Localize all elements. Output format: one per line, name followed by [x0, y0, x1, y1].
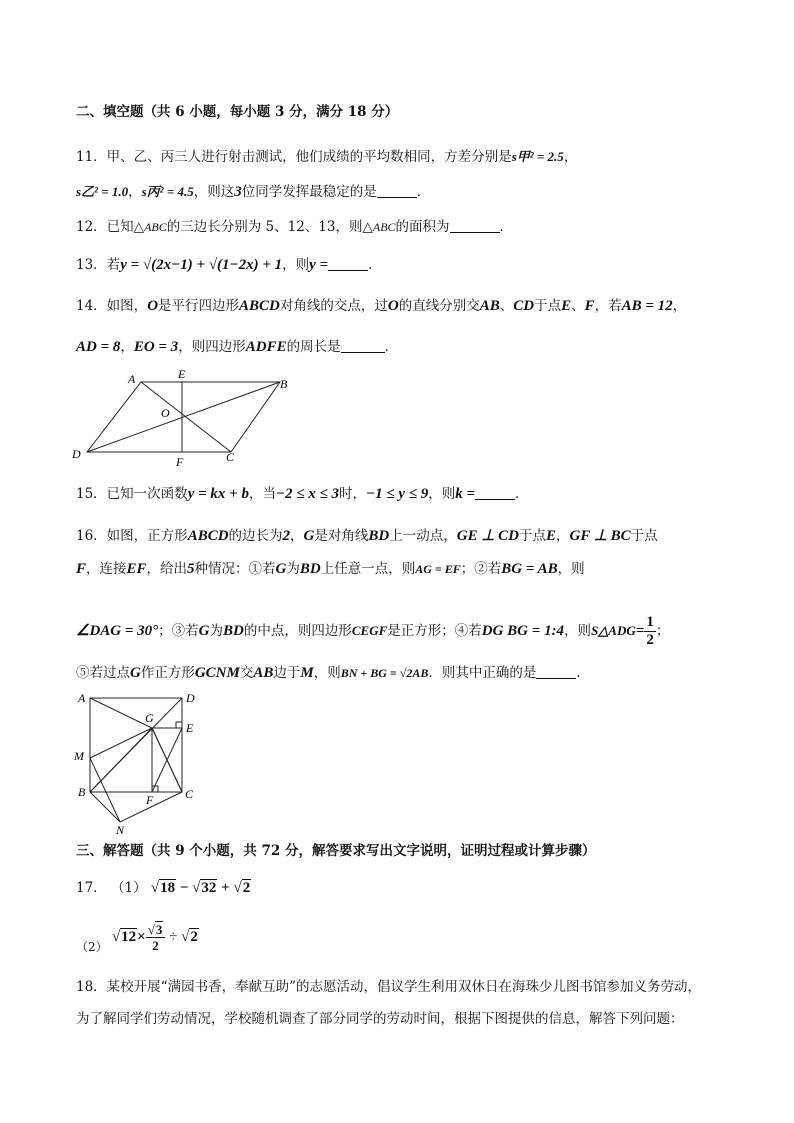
q14-abcd: ABCD [239, 298, 280, 314]
q16-ag-ef: AG = EF [415, 562, 461, 576]
segment-gm [90, 728, 152, 758]
q16-comma: ， [290, 528, 304, 544]
q14-text-6: ，若 [594, 298, 622, 314]
q14-text-4: 的直线分别交 [398, 298, 480, 314]
q16-g-4: G [130, 665, 141, 681]
label-m: M [74, 749, 84, 763]
q12-text: 12．已知△ [76, 219, 145, 235]
segment-bn [90, 792, 120, 822]
q16-ef: EF [126, 561, 147, 577]
q16-text-20: 作正方形 [140, 665, 195, 681]
q16-text-7: ，连接 [86, 561, 127, 577]
q16-text-11: 上任意一点，则 [320, 561, 416, 577]
q17-fraction [146, 922, 166, 953]
q13-text-2: ，则 [282, 257, 310, 273]
segment-mn [90, 758, 120, 822]
label-f: F [176, 455, 184, 469]
q11-three: 3 [234, 184, 242, 200]
question-15 [76, 483, 734, 505]
q15-text-3: 时， [339, 486, 367, 502]
q17-radicand-3: 3 [155, 922, 163, 938]
q16-text-17: 是正方形；④若 [387, 623, 482, 639]
q15-text-2: ，当 [248, 486, 276, 502]
right-angle-e [176, 722, 182, 728]
q14-sep-2: 、 [571, 298, 585, 314]
q17-number: 17． [76, 880, 107, 896]
q13-equation: y = √(2x−1) + √(1−2x) + 1 [120, 257, 283, 273]
q14-ab-12: AB = 12 [621, 298, 673, 314]
q14-sep: 、 [499, 298, 514, 314]
question-12 [76, 216, 734, 238]
q16-text-21: 交 [239, 665, 254, 681]
q16-text-24: ．则其中正确的是 [428, 665, 537, 681]
label-a: A [78, 691, 86, 705]
q16-text-13: ，则 [557, 561, 585, 577]
q16-text-12: ；②若 [460, 561, 502, 577]
question-18-line-1: 18．某校开展“满园书香，奉献互助”的志愿活动，倡议学生利用双休日在海珠少儿图书馆参加义务劳动， [76, 979, 701, 995]
q14-point-e: E [561, 298, 572, 314]
label-e: E [178, 367, 186, 381]
q17-minus: − [179, 880, 189, 896]
q16-text-15: 为 [209, 623, 224, 639]
q14-text-3: 对角线的交点，过 [279, 298, 388, 314]
q16-g-3: G [198, 623, 210, 639]
q14-adfe: ADFE [245, 339, 287, 355]
q16-gf-perp: GF ⊥ BC [569, 528, 631, 544]
q14-cd: CD [513, 298, 535, 314]
q16-semicolon: ； [655, 623, 670, 639]
q16-period: ． [576, 665, 590, 681]
q16-text-14: ；③若 [158, 623, 199, 639]
q16-text-3: 是对角线 [314, 528, 369, 544]
q14-period: ． [384, 339, 399, 355]
q14-point-o-2: O [387, 298, 399, 314]
section-3-heading: 三、解答题（共 9 个小题，共 72 分，解答要求写出文字说明，证明过程或计算步骤） [76, 843, 596, 859]
q16-half-numerator: 1 [646, 614, 654, 630]
q14-ad-8: AD = 8 [76, 339, 121, 355]
q16-m: M [300, 665, 314, 681]
q12-text-2: 的三边长分别为 5、12、13，则△ [166, 219, 373, 235]
q12-text-3: 的面积为 [395, 219, 450, 235]
q16-cegf: CEGF [351, 623, 388, 638]
q16-text-9: 种情况：①若 [194, 561, 276, 577]
q16-text-4: 上一动点， [389, 528, 457, 544]
q16-bd: BD [368, 528, 390, 544]
label-a: A [128, 372, 136, 386]
q14-text: 14．如图， [76, 298, 148, 314]
q11-text-2: ，则这 [193, 184, 235, 200]
q17-radicand-12: 12 [121, 929, 137, 945]
q14-text-2: 是平行四边形 [158, 298, 240, 314]
question-16-line-2 [76, 558, 734, 580]
q17-radicand-2b: 2 [190, 929, 198, 945]
label-d: D [186, 691, 195, 705]
q17-divide: ÷ [169, 929, 178, 945]
q13-period: ． [368, 257, 382, 273]
q14-text-7: ，则四边形 [178, 339, 246, 355]
q16-text: 16．如图，正方形 [76, 528, 188, 544]
q16-equals: = [635, 623, 645, 639]
q13-answer-blank[interactable] [328, 256, 368, 271]
q16-area-adg: S△ADG [591, 623, 636, 638]
q16-text-18: ，则 [564, 623, 592, 639]
segment-ag [90, 698, 152, 728]
q11-comma-2: ， [128, 184, 142, 200]
q11-variance-jia: s甲² = 2.5 [511, 149, 564, 164]
q11-period: ． [416, 184, 431, 200]
q16-square-figure [68, 688, 208, 836]
q15-answer-blank[interactable] [475, 485, 515, 500]
section-2-heading: 二、填空题（共 6 小题，每小题 3 分，满分 18 分） [76, 104, 399, 120]
q17-fraction-den: 2 [152, 938, 159, 954]
question-13 [76, 254, 734, 276]
q11-text: 11．甲、乙、丙三人进行射击测试，他们成绩的平均数相同，方差分别是 [76, 149, 512, 165]
q17-expression-1: √18 − √32 + √2 [150, 880, 251, 896]
q16-text-10: 为 [286, 561, 300, 577]
q16-bd-3: BD [223, 623, 244, 639]
q17-radicand-32: 32 [201, 880, 217, 896]
q17-part-1-label: （1） [110, 880, 147, 896]
q16-text-19: ⑤若过点 [76, 665, 130, 681]
q15-text: 15．已知一次函数 [76, 486, 188, 502]
q14-ab: AB [479, 298, 500, 314]
q16-comma-2: ， [556, 528, 570, 544]
q16-ge-perp: GE ⊥ CD [456, 528, 519, 544]
label-n: N [116, 823, 125, 836]
q16-e: E [545, 528, 556, 544]
diagonal-ac [141, 382, 231, 452]
q17-expression-2: √12× $\frac{√3}{2}$ ÷ √2 [111, 922, 198, 954]
label-g: G [145, 711, 154, 725]
question-11-line-1 [76, 146, 734, 168]
label-b: B [280, 377, 288, 391]
q17-part-2-label: （2） [76, 940, 108, 954]
q16-text-23: ，则 [313, 665, 341, 681]
q11-variance-yi: s乙² = 1.0 [76, 184, 129, 199]
label-c: C [185, 787, 194, 801]
question-16-line-4 [76, 662, 734, 684]
q16-gcnm: GCNM [194, 665, 240, 681]
q13-text: 13．若 [76, 257, 121, 273]
q16-g-2: G [275, 561, 287, 577]
question-17-part-2 [76, 920, 734, 964]
q12-triangle-abc-2: ABC [372, 220, 396, 234]
question-17-part-1 [76, 877, 734, 899]
q15-text-4: ，则 [428, 486, 456, 502]
q12-answer-blank[interactable] [450, 218, 500, 233]
q16-bd-2: BD [299, 561, 321, 577]
q16-ab: AB [253, 665, 274, 681]
question-16-line-3 [76, 614, 734, 649]
q11-answer-blank[interactable] [377, 183, 417, 198]
q17-radicand-2: 2 [242, 880, 251, 896]
q17-radicand-18: 18 [160, 880, 176, 896]
q16-answer-blank[interactable] [536, 664, 576, 679]
q15-equation: y = kx + b [187, 486, 249, 502]
q16-one-half [644, 614, 656, 649]
question-11-line-2 [76, 181, 734, 203]
label-b: B [78, 785, 86, 799]
label-f: F [146, 793, 154, 807]
q17-times: × [137, 929, 146, 945]
q16-bg-ab: BG = AB [501, 561, 558, 577]
q16-two: 2 [282, 528, 291, 544]
question-14-line-2 [76, 336, 734, 358]
q14-point-f: F [584, 298, 595, 314]
q12-period: ． [499, 219, 514, 235]
q14-eo-3: EO = 3 [133, 339, 179, 355]
q16-text-16: 的中点，则四边形 [243, 623, 352, 639]
q11-variance-bing: s丙² = 4.5 [141, 184, 194, 199]
q16-g: G [303, 528, 315, 544]
label-e: E [186, 721, 194, 735]
label-d: D [72, 447, 81, 461]
q16-f: F [76, 561, 87, 577]
q14-answer-blank[interactable] [341, 338, 385, 353]
question-18-line-2: 为了解同学们劳动情况，学校随机调查了部分同学的劳动时间，根据下图提供的信息，解答下列问题： [76, 1011, 684, 1027]
q16-text-2: 的边长为 [228, 528, 283, 544]
q16-half-denominator: 2 [646, 632, 654, 648]
q14-comma-2: ， [120, 339, 134, 355]
question-14-line-1 [76, 295, 734, 317]
q16-dg-bg-ratio: DG BG = 1:4 [481, 623, 565, 639]
q15-k-equals: k = [455, 486, 476, 502]
q16-text-22: 边于 [273, 665, 301, 681]
diagonal-bd [87, 382, 280, 452]
q16-abcd: ABCD [187, 528, 229, 544]
label-c: C [226, 450, 235, 464]
q15-period: ． [515, 486, 529, 502]
q15-x-range: −2 ≤ x ≤ 3 [275, 486, 340, 502]
q16-text-5: 于点 [518, 528, 546, 544]
q14-parallelogram-figure [68, 366, 298, 470]
q16-text-8: ，给出 [146, 561, 188, 577]
q14-text-8: 的周长是 [286, 339, 341, 355]
q11-text-3: 位同学发挥最稳定的是 [241, 184, 377, 200]
q11-comma: ， [563, 149, 578, 165]
q16-bn-bg: BN + BG = √2AB [340, 666, 429, 680]
question-16-line-1 [76, 525, 734, 547]
q14-text-5: 于点 [534, 298, 562, 314]
q14-comma: ， [672, 298, 687, 314]
q16-text-6: 于点 [630, 528, 658, 544]
q12-triangle-abc: ABC [144, 220, 167, 234]
q17-fraction-num: √3 [146, 922, 166, 938]
q15-y-range: −1 ≤ y ≤ 9 [366, 486, 429, 502]
q14-point-o: O [147, 298, 159, 314]
q16-five: 5 [187, 561, 195, 577]
q16-angle-dag: ∠DAG = 30° [76, 623, 159, 639]
segment-gb [90, 728, 152, 792]
q13-y-equals: y = [309, 257, 329, 273]
q17-plus: + [221, 880, 230, 896]
label-o: O [161, 406, 170, 420]
